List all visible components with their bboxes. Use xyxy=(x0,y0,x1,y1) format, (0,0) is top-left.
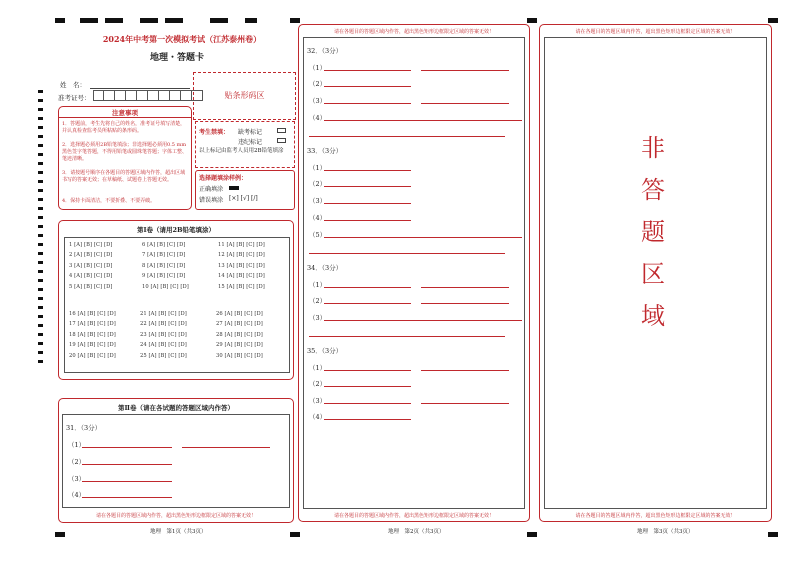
choice-row[interactable]: 1 [A] [B] [C] [D] xyxy=(69,242,113,248)
registration-mark xyxy=(165,18,183,23)
q31-sub3: （3） xyxy=(68,475,86,483)
q33-title: 33．（3分） xyxy=(307,147,343,155)
page-footer: 地理 第2页（共3页） xyxy=(388,529,445,535)
registration-mark xyxy=(290,532,300,537)
q35-sub: （2） xyxy=(309,380,327,388)
q32-sub: （2） xyxy=(309,80,327,88)
choice-row[interactable]: 7 [A] [B] [C] [D] xyxy=(142,252,186,258)
answer-line[interactable] xyxy=(82,497,172,498)
answer-line[interactable] xyxy=(421,303,509,304)
answer-line[interactable] xyxy=(324,419,411,420)
choice-row[interactable]: 10 [A] [B] [C] [D] xyxy=(142,284,189,290)
q32-title: 32．（3分） xyxy=(307,47,343,55)
choice-row[interactable]: 5 [A] [B] [C] [D] xyxy=(69,284,113,290)
choice-row[interactable]: 20 [A] [B] [C] [D] xyxy=(69,353,116,359)
non-answer-char: 非 xyxy=(641,134,665,162)
q35-sub: （4） xyxy=(309,413,327,421)
answer-line[interactable] xyxy=(324,120,522,121)
answer-line[interactable] xyxy=(309,136,505,137)
choice-row[interactable]: 13 [A] [B] [C] [D] xyxy=(218,263,265,269)
violation-label: 违纪标记 xyxy=(238,139,263,146)
choice-row[interactable]: 3 [A] [B] [C] [D] xyxy=(69,263,113,269)
choice-row[interactable]: 26 [A] [B] [C] [D] xyxy=(216,311,263,317)
q32-sub: （1） xyxy=(309,64,327,72)
registration-mark xyxy=(527,18,537,23)
correct-fill-sample xyxy=(229,186,239,190)
choice-row[interactable]: 21 [A] [B] [C] [D] xyxy=(140,311,187,317)
q32-sub: （3） xyxy=(309,97,327,105)
answer-line[interactable] xyxy=(324,186,411,187)
absent-checkbox[interactable] xyxy=(277,128,286,133)
choice-row[interactable]: 14 [A] [B] [C] [D] xyxy=(218,273,265,279)
registration-mark xyxy=(527,532,537,537)
choice-row[interactable]: 6 [A] [B] [C] [D] xyxy=(142,242,186,248)
answer-line[interactable] xyxy=(82,447,172,448)
answer-line[interactable] xyxy=(324,386,411,387)
q34-sub: （3） xyxy=(309,314,327,322)
choice-row[interactable]: 27 [A] [B] [C] [D] xyxy=(216,321,263,327)
correct-fill-label: 正确填涂 xyxy=(199,186,224,193)
part1-title: 第Ⅰ卷（请用2B铅笔填涂） xyxy=(136,226,216,234)
choice-row[interactable]: 24 [A] [B] [C] [D] xyxy=(140,342,187,348)
registration-mark xyxy=(290,18,300,23)
card-subtitle: 地理・答题卡 xyxy=(149,53,204,63)
violation-checkbox[interactable] xyxy=(277,138,286,143)
choice-row[interactable]: 4 [A] [B] [C] [D] xyxy=(69,273,113,279)
notice-item: 3．请按题号顺序在各题目的答题区域内作答，超出区域书写的答案无效；在草稿纸、试题卷上答题无效。 xyxy=(62,170,186,183)
choice-row[interactable]: 12 [A] [B] [C] [D] xyxy=(218,252,265,258)
wrong-fill-marks: [×] [√] [/] xyxy=(229,195,258,202)
answer-line[interactable] xyxy=(324,303,411,304)
non-answer-char: 区 xyxy=(641,260,665,288)
notice-item: 2．选择题必须用2B铅笔填涂；非选择题必须用0.5 mm黑色签字笔答题，不得用铅笔或圆珠笔答题；字体工整、笔迹清晰。 xyxy=(62,142,188,162)
name-label: 姓 名： xyxy=(60,81,86,89)
choice-row[interactable]: 28 [A] [B] [C] [D] xyxy=(216,332,263,338)
id-label: 准考证号： xyxy=(58,94,91,102)
notice-title: 注意事项 xyxy=(112,109,138,117)
answer-line[interactable] xyxy=(324,170,411,171)
timing-marks xyxy=(38,90,43,363)
answer-line[interactable] xyxy=(421,103,509,104)
answer-line[interactable] xyxy=(421,370,509,371)
q31-sub2: （2） xyxy=(68,458,86,466)
choice-row[interactable]: 8 [A] [B] [C] [D] xyxy=(142,263,186,269)
q35-sub: （1） xyxy=(309,364,327,372)
q33-sub: （1） xyxy=(309,164,327,172)
choice-row[interactable]: 19 [A] [B] [C] [D] xyxy=(69,342,116,348)
answer-line[interactable] xyxy=(82,464,172,465)
wrong-fill-label: 错误填涂 xyxy=(199,197,224,204)
area-notice: 请在各题目的答题区域内作答，超出黑色矩形边框限定区域的答案无效！ xyxy=(95,513,256,519)
answer-line[interactable] xyxy=(324,220,411,221)
non-answer-char: 答 xyxy=(641,176,665,204)
non-answer-char: 题 xyxy=(641,218,665,246)
answer-line[interactable] xyxy=(324,403,411,404)
answer-line[interactable] xyxy=(324,237,522,238)
registration-mark xyxy=(55,532,65,537)
area-notice: 请在各题目的答题区域内作答，超出黑色矩形边框限定区域的答案无效！ xyxy=(575,513,736,519)
answer-line[interactable] xyxy=(324,103,411,104)
exam-title: 2024年中考第一次模拟考试（江苏泰州卷） xyxy=(102,34,262,44)
choice-row[interactable]: 16 [A] [B] [C] [D] xyxy=(69,311,116,317)
answer-line[interactable] xyxy=(324,320,522,321)
registration-mark xyxy=(768,532,778,537)
area-notice: 请在各题目的答题区域内作答，超出黑色矩形边框限定区域的答案无效！ xyxy=(575,29,736,35)
registration-mark xyxy=(210,18,228,23)
status-label: 考生禁填： xyxy=(199,129,230,136)
choice-row[interactable]: 11 [A] [B] [C] [D] xyxy=(218,242,265,248)
registration-mark xyxy=(140,18,158,23)
answer-line[interactable] xyxy=(309,336,505,337)
q31-sub1: （1） xyxy=(68,441,86,449)
page-footer: 地理 第3页（共3页） xyxy=(637,529,694,535)
absent-label: 缺考标记 xyxy=(238,129,263,136)
q33-sub: （2） xyxy=(309,180,327,188)
choice-row[interactable]: 18 [A] [B] [C] [D] xyxy=(69,332,116,338)
choice-row[interactable]: 22 [A] [B] [C] [D] xyxy=(140,321,187,327)
notice-item: 4．保持卡面清洁，不要折叠、不要弄破。 xyxy=(62,198,156,204)
non-answer-char: 域 xyxy=(641,302,665,330)
choice-row[interactable]: 17 [A] [B] [C] [D] xyxy=(69,321,116,327)
answer-line[interactable] xyxy=(324,70,411,71)
choice-row[interactable]: 25 [A] [B] [C] [D] xyxy=(140,353,187,359)
choice-row[interactable]: 15 [A] [B] [C] [D] xyxy=(218,284,265,290)
notice-item: 1．答题前，考生先将自己的姓名，准考证号填写清楚，并认真检查监考员所粘贴的条形码。 xyxy=(62,121,186,134)
choice-row[interactable]: 2 [A] [B] [C] [D] xyxy=(69,252,113,258)
barcode-label: 贴条形码区 xyxy=(224,91,265,100)
q31-sub4: （4） xyxy=(68,491,86,499)
page2-answer-area xyxy=(303,37,525,509)
answer-line[interactable] xyxy=(421,70,509,71)
registration-mark xyxy=(55,18,65,23)
q31-title: 31．（3分） xyxy=(66,424,102,432)
answer-line[interactable] xyxy=(324,86,411,87)
choice-row[interactable]: 29 [A] [B] [C] [D] xyxy=(216,342,263,348)
area-notice: 请在各题目的答题区域内作答，超出黑色矩形边框限定区域的答案无效！ xyxy=(333,513,494,519)
q33-sub: （3） xyxy=(309,197,327,205)
q32-sub: （4） xyxy=(309,114,327,122)
registration-mark xyxy=(80,18,98,23)
status-note: 以上标记由监考人员用2B铅笔填涂 xyxy=(199,148,284,154)
q33-sub: （4） xyxy=(309,214,327,222)
registration-mark xyxy=(768,18,778,23)
fill-example-title: 选择题填涂样例： xyxy=(199,175,248,182)
name-field[interactable] xyxy=(90,88,190,89)
answer-line[interactable] xyxy=(421,403,509,404)
notice-divider xyxy=(58,117,192,118)
q35-title: 35．（3分） xyxy=(307,347,343,355)
choice-row[interactable]: 9 [A] [B] [C] [D] xyxy=(142,273,186,279)
q35-sub: （3） xyxy=(309,397,327,405)
choice-row[interactable]: 30 [A] [B] [C] [D] xyxy=(216,353,263,359)
answer-line[interactable] xyxy=(324,287,411,288)
q33-sub: （5） xyxy=(309,231,327,239)
page-footer: 地理 第1页（共3页） xyxy=(150,529,207,535)
q34-title: 34．（3分） xyxy=(307,264,343,272)
registration-mark xyxy=(245,18,257,23)
q34-sub: （1） xyxy=(309,281,327,289)
choice-row[interactable]: 23 [A] [B] [C] [D] xyxy=(140,332,187,338)
answer-line[interactable] xyxy=(421,287,509,288)
answer-line[interactable] xyxy=(82,481,172,482)
id-boxes[interactable] xyxy=(93,90,203,101)
answer-line[interactable] xyxy=(324,203,411,204)
answer-line[interactable] xyxy=(324,370,411,371)
area-notice: 请在各题目的答题区域内作答，超出黑色矩形边框限定区域的答案无效！ xyxy=(333,29,494,35)
q34-sub: （2） xyxy=(309,297,327,305)
registration-mark xyxy=(105,18,123,23)
answer-line[interactable] xyxy=(182,447,270,448)
answer-line[interactable] xyxy=(309,253,505,254)
part2-title: 第Ⅱ卷（请在各试题的答题区域内作答） xyxy=(118,404,234,412)
